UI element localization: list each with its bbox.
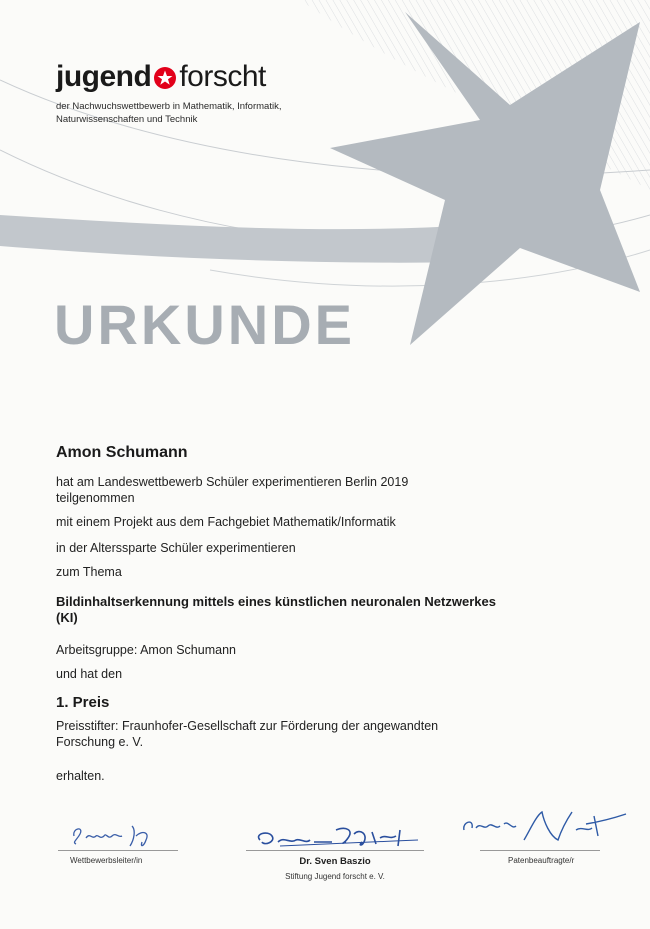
logo-word-bold: jugend: [56, 60, 152, 93]
sponsor-line-2: Forschung e. V.: [56, 735, 144, 749]
certificate-title: URKUNDE: [54, 293, 355, 356]
tagline-line-1: der Nachwuchswettbewerb in Mathematik, Informatik,: [56, 101, 282, 112]
left-signature-line: [58, 850, 178, 851]
sponsor-text: [56, 718, 596, 750]
logo-tagline: [56, 100, 316, 126]
center-signature-line: [246, 850, 424, 851]
left-signature-scribble: [70, 818, 180, 850]
field-line: mit einem Projekt aus dem Fachgebiet Mathematik/Informatik: [56, 515, 396, 529]
participation-line-2: teilgenommen: [56, 491, 135, 505]
center-signature-org: Stiftung Jugend forscht e. V.: [285, 872, 385, 881]
has-the-line: und hat den: [56, 667, 123, 681]
team-line: Arbeitsgruppe: Amon Schumann: [56, 643, 236, 657]
received-line: erhalten.: [56, 769, 105, 783]
gray-band-swoosh: [0, 215, 470, 263]
tagline-line-2: Naturwissenschaften und Technik: [56, 114, 198, 125]
right-signature-scribble: [458, 806, 628, 846]
age-group-line: in der Alterssparte Schüler experimentieren: [56, 541, 296, 555]
center-signature-scribble: [250, 820, 420, 852]
left-signature-label: Wettbewerbsleiter/in: [70, 856, 143, 865]
prize-title: 1. Preis: [56, 694, 110, 711]
center-signature-name: Dr. Sven Baszio: [299, 856, 371, 867]
topic-intro-line: zum Thema: [56, 565, 122, 579]
sponsor-line-1: Preisstifter: Fraunhofer-Gesellschaft zur Förderung der angewandten: [56, 719, 439, 733]
participation-line-1: hat am Landeswettbewerb Schüler experimentieren Berlin 2019: [56, 475, 409, 489]
participation-text: [56, 474, 596, 506]
recipient-name: Amon Schumann: [56, 444, 188, 461]
logo-word-light: forscht: [179, 60, 266, 93]
red-star-badge-icon: [153, 66, 177, 90]
right-signature-label: Patenbeauftragte/r: [508, 856, 575, 865]
project-title-line-2: (KI): [56, 610, 78, 625]
project-title-line-1: Bildinhaltserkennung mittels eines künstlichen neuronalen Netzwerkes: [56, 594, 496, 609]
logo-block: [56, 60, 316, 126]
jugend-forscht-logo: [56, 60, 316, 94]
right-signature-line: [480, 850, 600, 851]
project-title: [56, 594, 586, 626]
